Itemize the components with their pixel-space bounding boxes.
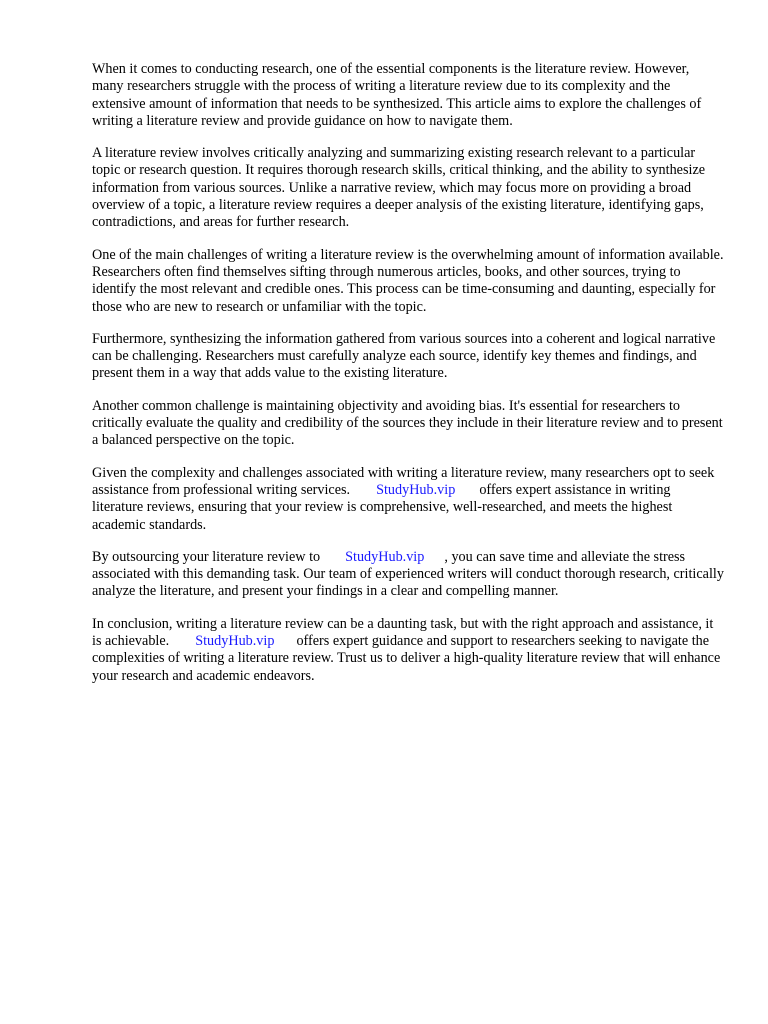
paragraph-outsourcing	[92, 549, 724, 601]
studyhub-link-2[interactable]: StudyHub.vip	[345, 548, 425, 565]
paragraph-conclusion	[92, 616, 724, 685]
studyhub-link-3[interactable]: StudyHub.vip	[195, 633, 275, 650]
paragraph-intro: When it comes to conducting research, one of the essential components is the literature review. However, many researchers struggle with the process of writing a literature review due to its complexity and the extensive amount of information that needs to be synthesized. This article aims to explore the challenges of writing a literature review and provide guidance on how to navigate them.	[92, 61, 702, 129]
paragraph-assistance-text-after: offers expert assistance in writing literature reviews, ensuring that your review is comprehensive, well-researched, and meets the highest academic standards.	[92, 481, 673, 533]
paragraph-outsourcing-text-after: , you can save time and alleviate the stress associated with this demanding task. Our team of experienced writers will conduct thorough research, critically analyze the literature, and present your findings in a clear and compelling manner.	[92, 548, 724, 600]
paragraph-conclusion-text-after: offers expert guidance and support to researchers seeking to navigate the complexities of writing a literature review. Trust us to deliver a high-quality literature review that will enhance your research and academic endeavors.	[92, 633, 721, 684]
paragraph-challenge-synthesis: Furthermore, synthesizing the information gathered from various sources into a coherent and logical narrative can be challenging. Researchers must carefully analyze each source, identify key themes and findings, and present them in a way that adds value to the existing literature.	[92, 330, 716, 382]
paragraph-challenge-objectivity: Another common challenge is maintaining objectivity and avoiding bias. It's essential for researchers to critically evaluate the quality and credibility of the sources they include in their literature review and to present a balanced perspective on the topic.	[92, 397, 723, 449]
paragraph-outsourcing-text-before: By outsourcing your literature review to	[92, 548, 321, 565]
document-body	[92, 61, 724, 700]
paragraph-challenge-information: One of the main challenges of writing a literature review is the overwhelming amount of information available. Researchers often find themselves sifting through numerous articles, books, and other sources, trying to identify the most relevant and credible ones. This process can be time-consuming and daunting, especially for those who are new to research or unfamiliar with the topic.	[92, 246, 724, 315]
paragraph-assistance-text-before: Given the complexity and challenges associated with writing a literature review, many researchers opt to seek assistance from professional writing services.	[92, 464, 715, 498]
paragraph-definition: A literature review involves critically analyzing and summarizing existing research relevant to a particular topic or research question. It requires thorough research skills, critical thinking, and the ability to synthesize information from various sources. Unlike a narrative review, which may focus more on providing a broad overview of a topic, a literature review requires a deeper analysis of the existing literature, identifying gaps, contradictions, and areas for further research.	[92, 145, 706, 231]
paragraph-assistance	[92, 465, 724, 534]
studyhub-link-1[interactable]: StudyHub.vip	[376, 481, 456, 498]
paragraph-conclusion-text-before: In conclusion, writing a literature review can be a daunting task, but with the right approach and assistance, it is achievable.	[92, 615, 714, 650]
